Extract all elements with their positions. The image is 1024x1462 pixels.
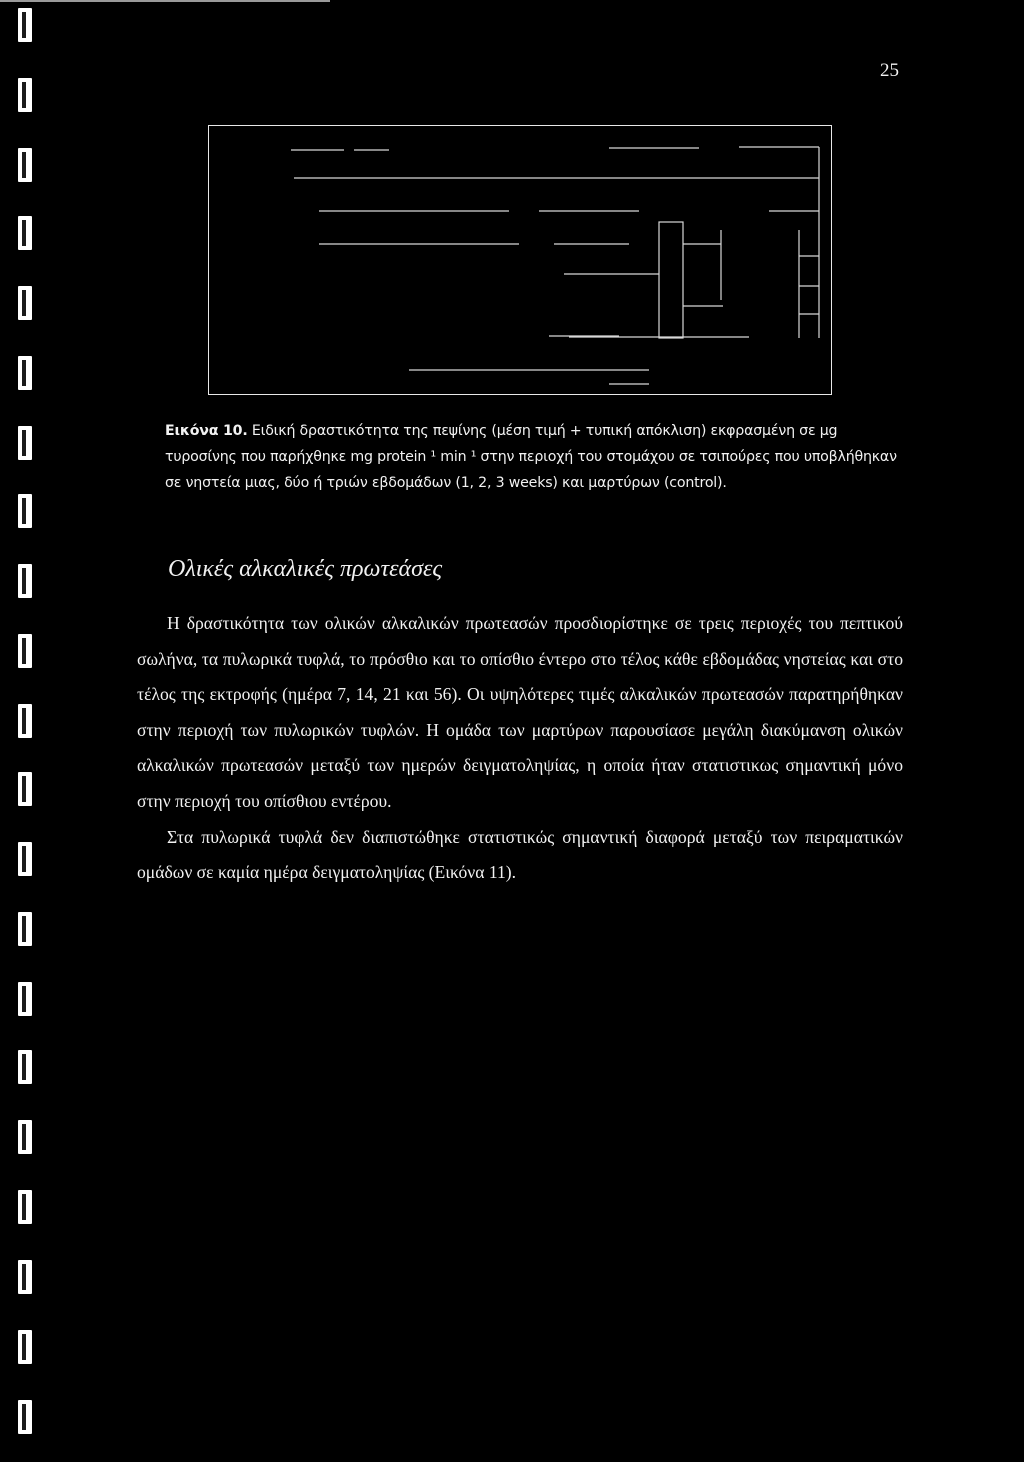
binder-ring (18, 286, 32, 320)
caption-text: Ειδική δραστικότητα της πεψίνης (μέση τιμή + τυπική απόκλιση) εκφρασμένη σε μg τυροσίνης που παρήχθηκε mg protein ¹ min ¹ στην περιοχή του στομάχου σε τσιπούρες που υποβλήθηκαν σε νηστεία μιας, δύο ή τριών εβδομάδων (1, 2, 3 weeks) και μαρτύρων (control). (165, 423, 897, 491)
binder-ring (18, 1330, 32, 1364)
paragraph: Στα πυλωρικά τυφλά δεν διαπιστώθηκε στατιστικώς σημαντική διαφορά μεταξύ των πειραματικών ομάδων σε καμία ημέρα δειγματοληψίας (Εικόνα 11). (137, 826, 903, 883)
caption-label: Εικόνα 10. (165, 423, 248, 439)
binder-ring (18, 1260, 32, 1294)
binder-ring (18, 564, 32, 598)
binder-ring (18, 634, 32, 668)
page-number: 25 (880, 60, 899, 81)
binder-ring (18, 356, 32, 390)
binder-ring (18, 494, 32, 528)
binder-ring (18, 1400, 32, 1434)
binder-ring (18, 148, 32, 182)
figure-image (208, 125, 832, 395)
binder-ring (18, 1120, 32, 1154)
binder-ring (18, 704, 32, 738)
binder-ring (18, 982, 32, 1016)
binder-ring (18, 772, 32, 806)
binder-ring (18, 1190, 32, 1224)
section-heading: Ολικές αλκαλικές πρωτεάσες (168, 556, 443, 582)
top-edge-line (0, 0, 330, 2)
figure-graphic (209, 126, 833, 396)
binder-ring (18, 912, 32, 946)
binder-ring (18, 426, 32, 460)
body-text (137, 606, 903, 891)
binder-ring (18, 78, 32, 112)
binder-ring (18, 842, 32, 876)
binder-ring (18, 8, 32, 42)
figure-caption (165, 418, 911, 496)
paragraph: Η δραστικότητα των ολικών αλκαλικών πρωτεασών προσδιορίστηκε σε τρεις περιοχές του πεπτικού σωλήνα, τα πυλωρικά τυφλά, το πρόσθιο και το οπίσθιο έντερο στο τέλος κάθε εβδομάδας νηστείας και στο τέλος της εκτροφής (ημέρα 7, 14, 21 και 56). Οι υψηλότερες τιμές αλκαλικών πρωτεασών παρατηρήθηκαν στην περιοχή των πυλωρικών τυφλών. Η ομάδα των μαρτύρων παρουσίασε μεγάλη διακύμανση ολικών αλκαλικών πρωτεασών μεταξύ των ημερών δειγματοληψίας, η οποία ήταν στατιστικως σημαντική μόνο στην περιοχή του οπίσθιου εντέρου. (137, 613, 903, 811)
binder-ring (18, 216, 32, 250)
binder-ring (18, 1050, 32, 1084)
